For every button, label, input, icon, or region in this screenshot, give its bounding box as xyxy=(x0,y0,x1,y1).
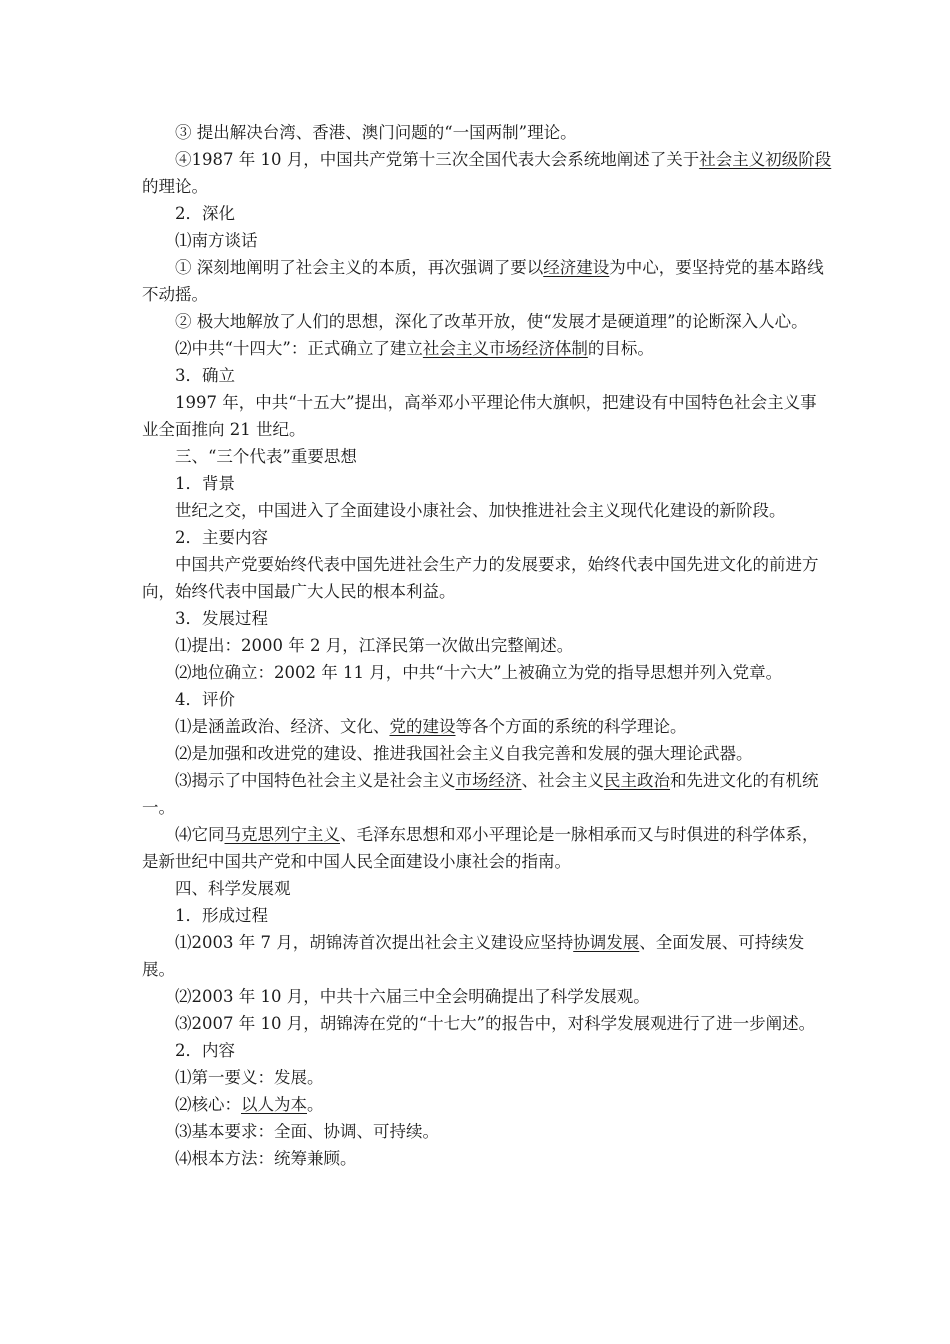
text-segment: ⑴南方谈话 xyxy=(175,231,258,250)
underlined-term: 社会主义市场经济体制 xyxy=(422,339,588,358)
text-segment: ② 极大地解放了人们的思想，深化了改革开放，使“发展才是硬道理”的论断深入人心。 xyxy=(175,312,808,331)
paragraph xyxy=(142,146,832,200)
text-segment: ⑵中共“十四大”：正式确立了建立 xyxy=(175,339,423,358)
text-segment: 1．形成过程 xyxy=(175,906,268,925)
text-segment: 和先进文化的有机统一。 xyxy=(142,771,819,817)
text-segment: 1997 年，中共“十五大”提出，高举邓小平理论伟大旗帜，把建设有中国特色社会主义事业全面推向 21 世纪。 xyxy=(142,393,817,439)
paragraph xyxy=(142,551,832,605)
underlined-term: 经济建设 xyxy=(543,258,610,277)
text-segment: 的理论。 xyxy=(142,177,208,196)
paragraph xyxy=(142,119,832,146)
underlined-term: 民主政治 xyxy=(604,771,670,790)
text-segment: 。 xyxy=(307,1095,324,1114)
text-segment: ⑷它同 xyxy=(175,825,225,844)
paragraph xyxy=(142,443,832,470)
paragraph xyxy=(142,1145,832,1172)
paragraph xyxy=(142,470,832,497)
text-segment: 等各个方面的系统的科学理论。 xyxy=(455,717,687,736)
text-segment: ⑴提出：2000 年 2 月，江泽民第一次做出完整阐述。 xyxy=(175,636,574,655)
underlined-term: 以人为本 xyxy=(241,1095,307,1114)
text-segment: 、全面发展、可持续发展。 xyxy=(142,933,805,979)
text-segment: 2．主要内容 xyxy=(175,528,268,547)
text-segment: ⑷根本方法：统筹兼顾。 xyxy=(175,1149,357,1168)
underlined-term: 市场经济 xyxy=(455,771,522,790)
text-segment: 1．背景 xyxy=(175,474,235,493)
text-segment: ⑶基本要求：全面、协调、可持续。 xyxy=(175,1122,439,1141)
text-segment: 中国共产党要始终代表中国先进社会生产力的发展要求，始终代表中国先进文化的前进方向，始终代表中国最广大人民的根本利益。 xyxy=(142,555,819,601)
underlined-term: 党的建设 xyxy=(389,717,456,736)
text-segment: 三、“三个代表”重要思想 xyxy=(175,447,357,466)
paragraph xyxy=(142,200,832,227)
paragraph xyxy=(142,524,832,551)
text-segment: 世纪之交，中国进入了全面建设小康社会、加快推进社会主义现代化建设的新阶段。 xyxy=(175,501,786,520)
text-segment: 4．评价 xyxy=(175,690,235,709)
underlined-term: 协调发展 xyxy=(573,933,640,952)
document-body xyxy=(142,119,832,1172)
text-segment: 、毛泽东思想和邓小平理论是一脉相承而又与时俱进的科学体系，是新世纪中国共产党和中国人民全面建设小康社会的指南。 xyxy=(142,825,819,871)
paragraph xyxy=(142,254,832,308)
paragraph xyxy=(142,659,832,686)
text-segment: 、社会主义 xyxy=(521,771,604,790)
paragraph xyxy=(142,686,832,713)
paragraph xyxy=(142,713,832,740)
paragraph xyxy=(142,497,832,524)
paragraph xyxy=(142,1091,832,1118)
paragraph xyxy=(142,227,832,254)
paragraph xyxy=(142,983,832,1010)
underlined-term: 社会主义初级阶段 xyxy=(699,150,832,169)
text-segment: ⑶揭示了中国特色社会主义是社会主义 xyxy=(175,771,456,790)
paragraph xyxy=(142,1118,832,1145)
paragraph xyxy=(142,632,832,659)
paragraph xyxy=(142,389,832,443)
text-segment: 3．发展过程 xyxy=(175,609,268,628)
text-segment: 2．深化 xyxy=(175,204,235,223)
paragraph xyxy=(142,1064,832,1091)
text-segment: ⑵核心： xyxy=(175,1095,241,1114)
text-segment: ⑴第一要义：发展。 xyxy=(175,1068,324,1087)
text-segment: ④1987 年 10 月，中国共产党第十三次全国代表大会系统地阐述了关于 xyxy=(175,150,700,169)
paragraph xyxy=(142,1010,832,1037)
paragraph xyxy=(142,740,832,767)
paragraph xyxy=(142,902,832,929)
text-segment: ⑶2007 年 10 月，胡锦涛在党的“十七大”的报告中，对科学发展观进行了进一步阐述。 xyxy=(175,1014,816,1033)
paragraph xyxy=(142,335,832,362)
paragraph xyxy=(142,821,832,875)
text-segment: ⑴是涵盖政治、经济、文化、 xyxy=(175,717,390,736)
text-segment: 为中心，要坚持党的基本路线不动摇。 xyxy=(142,258,824,304)
text-segment: ⑵是加强和改进党的建设、推进我国社会主义自我完善和发展的强大理论武器。 xyxy=(175,744,753,763)
paragraph xyxy=(142,767,832,821)
text-segment: 2．内容 xyxy=(175,1041,235,1060)
paragraph xyxy=(142,605,832,632)
paragraph xyxy=(142,875,832,902)
text-segment: 四、科学发展观 xyxy=(175,879,291,898)
text-segment: ⑵2003 年 10 月，中共十六届三中全会明确提出了科学发展观。 xyxy=(175,987,650,1006)
underlined-term: 马克思列宁主义 xyxy=(224,825,340,844)
text-segment: ③ 提出解决台湾、香港、澳门问题的“一国两制”理论。 xyxy=(175,123,577,142)
paragraph xyxy=(142,929,832,983)
text-segment: ⑴2003 年 7 月，胡锦涛首次提出社会主义建设应坚持 xyxy=(175,933,574,952)
text-segment: 的目标。 xyxy=(587,339,654,358)
paragraph xyxy=(142,362,832,389)
text-segment: ① 深刻地阐明了社会主义的本质，再次强调了要以 xyxy=(175,258,544,277)
text-segment: ⑵地位确立：2002 年 11 月，中共“十六大”上被确立为党的指导思想并列入党章。 xyxy=(175,663,783,682)
paragraph xyxy=(142,1037,832,1064)
paragraph xyxy=(142,308,832,335)
text-segment: 3．确立 xyxy=(175,366,235,385)
